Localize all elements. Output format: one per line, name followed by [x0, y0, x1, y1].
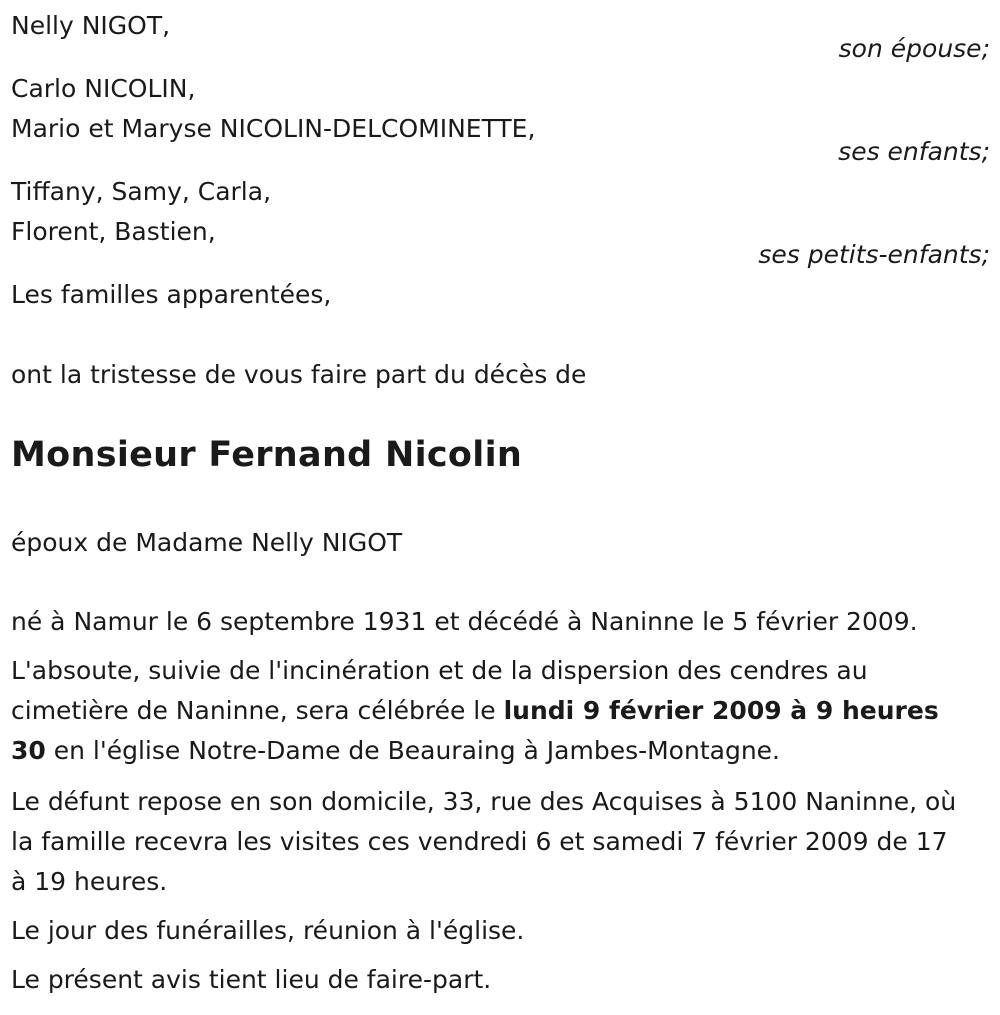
relatives-line: Les familles apparentées,	[11, 280, 332, 309]
announcement	[11, 355, 990, 395]
spouse-section	[11, 6, 990, 69]
birth-death: né à Namur le 6 septembre 1931 et décédé à Naninne le 5 février 2009.	[11, 607, 918, 636]
grandchildren-role: ses petits-enfants;	[758, 240, 990, 269]
spouse-role: son épouse;	[838, 34, 990, 63]
ceremony-date-time: lundi 9 février 2009 à 9 heures 30	[11, 696, 939, 765]
children-section	[11, 69, 990, 172]
grandchildren-section	[11, 172, 990, 275]
ceremony-text-before: L'absoute, suivie de l'incinération et de la dispersion des cendres au cimetière de Naninne, sera célébrée le	[11, 656, 868, 725]
ceremony-paragraph	[11, 651, 962, 771]
notice-block	[11, 960, 990, 1000]
visitation-paragraph	[11, 782, 966, 902]
deceased-name: Monsieur Fernand Nicolin	[11, 435, 523, 475]
funeral-day-block	[11, 911, 990, 951]
child-name: Carlo NICOLIN,	[11, 74, 196, 103]
funeral-day: Le jour des funérailles, réunion à l'église.	[11, 916, 525, 945]
grandchild-names: Tiffany, Samy, Carla,	[11, 177, 272, 206]
announcement-text: ont la tristesse de vous faire part du décès de	[11, 360, 587, 389]
grandchild-names: Florent, Bastien,	[11, 217, 216, 246]
ceremony-text-after: en l'église Notre-Dame de Beauraing à Jambes-Montagne.	[45, 736, 780, 765]
spouse-name: Nelly NIGOT,	[11, 11, 171, 40]
notice-text: Le présent avis tient lieu de faire-part.	[11, 965, 492, 994]
deceased-name-block	[11, 432, 990, 478]
children-role: ses enfants;	[838, 137, 990, 166]
visitation-text: Le défunt repose en son domicile, 33, rue des Acquises à 5100 Naninne, où la famille recevra les visites ces vendredi 6 et samedi 7 février 2009 de 17 à 19 heures.	[11, 787, 957, 896]
spouse-of-block	[11, 523, 990, 563]
spouse-of: époux de Madame Nelly NIGOT	[11, 528, 403, 557]
birth-death-block	[11, 602, 990, 642]
relatives-section	[11, 275, 990, 315]
child-name: Mario et Maryse NICOLIN-DELCOMINETTE,	[11, 114, 536, 143]
